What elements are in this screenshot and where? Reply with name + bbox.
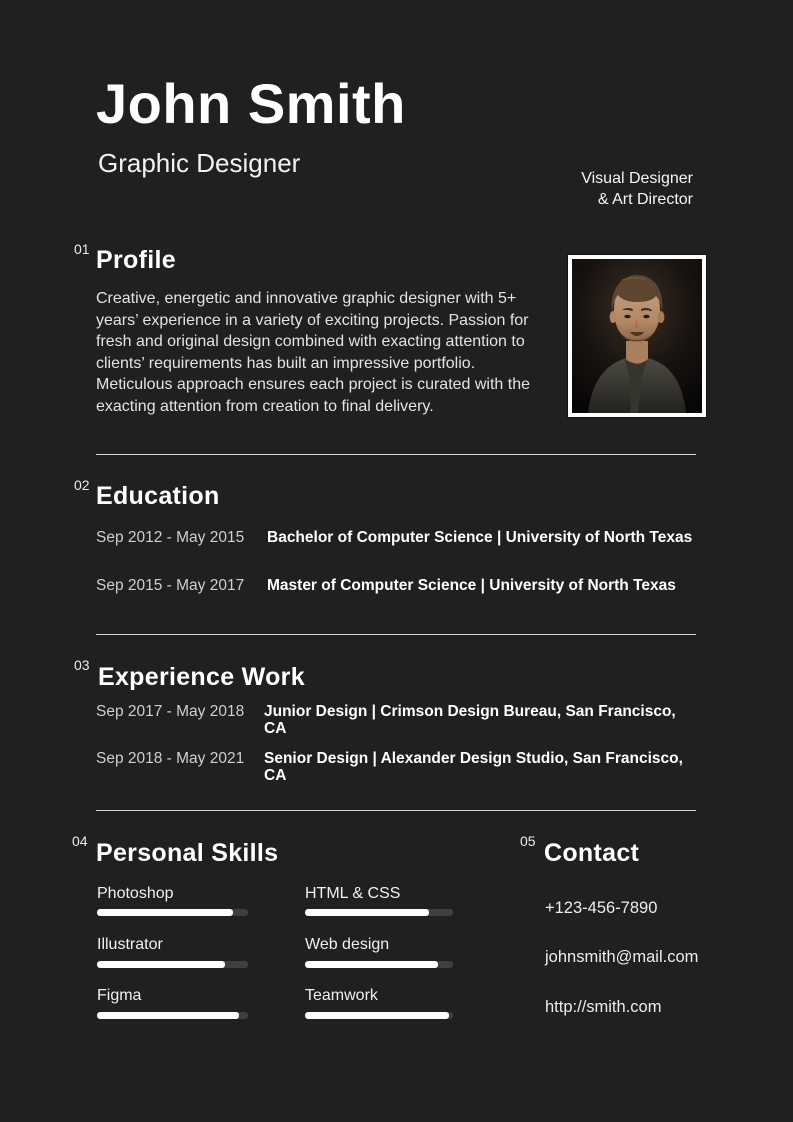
skill-label: Figma	[97, 987, 142, 1004]
skill-bar	[97, 909, 248, 916]
experience-date: Sep 2018 - May 2021	[96, 750, 245, 767]
contact-email: johnsmith@mail.com	[545, 948, 699, 966]
skill-bar	[305, 909, 453, 916]
divider	[96, 454, 696, 455]
skill-label: Teamwork	[305, 987, 378, 1004]
person-job-title: Graphic Designer	[98, 148, 301, 178]
education-detail: Master of Computer Science | University of North Texas	[267, 577, 676, 594]
experience-row	[96, 750, 696, 784]
education-row	[96, 529, 696, 546]
tagline-line-1: Visual Designer	[581, 170, 693, 187]
section-heading-skills: Personal Skills	[96, 839, 279, 867]
section-number-experience: 03	[74, 657, 90, 673]
skill-bar	[97, 1012, 248, 1019]
education-detail: Bachelor of Computer Science | University of North Texas	[267, 529, 693, 546]
experience-detail: Senior Design | Alexander Design Studio, San Francisco, CA	[264, 750, 683, 785]
section-number-education: 02	[74, 477, 90, 493]
education-date: Sep 2012 - May 2015	[96, 529, 245, 546]
skill-label: Web design	[305, 936, 390, 953]
skill-bar-fill	[97, 1012, 239, 1019]
skill-label: Photoshop	[97, 885, 174, 902]
divider	[96, 634, 696, 635]
divider	[96, 810, 696, 811]
section-number-skills: 04	[72, 833, 88, 849]
skill-bar-fill	[97, 961, 225, 968]
section-heading-education: Education	[96, 482, 220, 510]
profile-summary: Creative, energetic and innovative graphic designer with 5+ years’ experience in a variety of exciting projects. Passion for fresh and original design combined with exacting attention to clients’ requirements has built an impressive portfolio. Meticulous approach ensures each project is curated with the exacting attention from creation to final delivery.	[96, 290, 531, 415]
person-name: John Smith	[96, 72, 406, 135]
section-heading-contact: Contact	[544, 839, 640, 867]
profile-photo	[567, 254, 707, 418]
experience-detail: Junior Design | Crimson Design Bureau, San Francisco, CA	[264, 703, 676, 738]
contact-website: http://smith.com	[545, 998, 662, 1016]
skill-bar-fill	[305, 1012, 449, 1019]
education-row	[96, 577, 696, 594]
skill-label: Illustrator	[97, 936, 163, 953]
section-heading-profile: Profile	[96, 246, 176, 274]
portrait-image	[572, 259, 702, 413]
section-heading-experience: Experience Work	[98, 663, 305, 691]
skill-bar-fill	[305, 961, 438, 968]
skill-label: HTML & CSS	[305, 885, 401, 902]
skill-bar-fill	[97, 909, 233, 916]
tagline	[581, 168, 693, 210]
skill-bar-fill	[305, 909, 429, 916]
education-date: Sep 2015 - May 2017	[96, 577, 245, 594]
contact-phone: +123-456-7890	[545, 899, 658, 917]
section-number-profile: 01	[74, 241, 90, 257]
skill-bar	[97, 961, 248, 968]
tagline-line-2: & Art Director	[597, 191, 693, 208]
experience-date: Sep 2017 - May 2018	[96, 703, 245, 720]
section-number-contact: 05	[520, 833, 536, 849]
skill-bar	[305, 961, 453, 968]
skill-bar	[305, 1012, 453, 1019]
experience-row	[96, 703, 696, 737]
